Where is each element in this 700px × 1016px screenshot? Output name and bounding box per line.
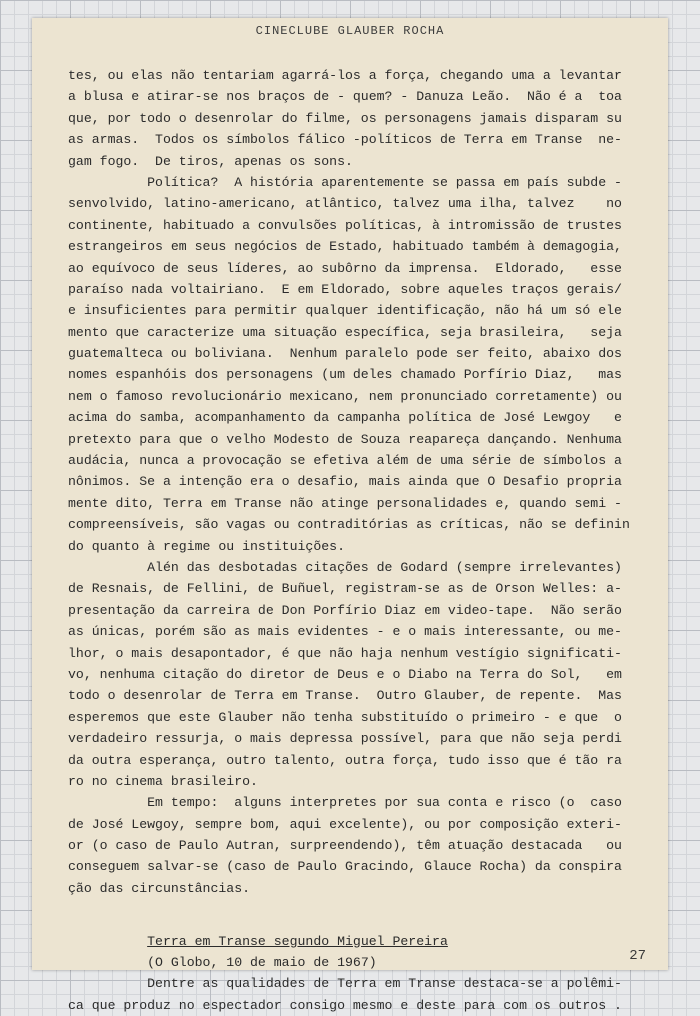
text-line: ro no cinema brasileiro. (68, 773, 258, 789)
text-line: do quanto à regime ou instituições. (68, 538, 345, 554)
text-line: compreensíveis, são vagas ou contraditórias as críticas, não se definin (68, 517, 630, 533)
text-line: paraíso nada voltairiano. E em Eldorado, sobre aqueles traços gerais/ (68, 281, 622, 297)
text-line: estrangeiros em seus negócios de Estado, habituado também à demagogia, (68, 239, 622, 255)
text-line: lhor, o mais desapontador, é que não haja nenhum vestígio significati- (68, 645, 622, 661)
text-line: senvolvido, latino-americano, atlântico, talvez uma ilha, talvez no (68, 196, 622, 212)
citation-source: (O Globo, 10 de maio de 1967) (147, 955, 377, 971)
text-line: conseguem salvar-se (caso de Paulo Gracindo, Glauce Rocha) da conspira (68, 859, 622, 875)
text-line: mento que caracterize uma situação específica, seja brasileira, seja (68, 324, 622, 340)
text-line: de Resnais, de Fellini, de Buñuel, registram-se as de Orson Welles: a- (68, 581, 622, 597)
text-line: presentação da carreira de Don Porfírio Diaz em video-tape. Não serão (68, 602, 622, 618)
text-line: pretexto para que o velho Modesto de Souza reapareça dançando. Nenhuma (68, 431, 622, 447)
text-line: que, por todo o desenrolar do filme, os personagens jamais disparam su (68, 110, 622, 126)
text-line: da outra esperança, outro talento, outra força, tudo isso que é tão ra (68, 752, 622, 768)
document-body (68, 65, 640, 1016)
text-line: audácia, nunca a provocação se efetiva além de uma série de símbolos a (68, 453, 622, 469)
text-line: e insuficientes para permitir qualquer identificação, não há um só ele (68, 303, 622, 319)
text-line: as únicas, porém são as mais evidentes - e o mais interessante, ou me- (68, 624, 622, 640)
citation-title-line (68, 931, 640, 952)
text-line: verdadeiro ressurja, o mais depressa possível, para que não seja perdi (68, 731, 622, 747)
text-line: esperemos que este Glauber não tenha substituído o primeiro - e que o (68, 709, 622, 725)
text-line: Em tempo: alguns interpretes por sua conta e risco (o caso (68, 795, 622, 811)
document-page (32, 18, 668, 1013)
text-line: or (o caso de Paulo Autran, surpreendendo), têm atuação destacada ou (68, 838, 622, 854)
text-line: as armas. Todos os símbolos fálico -políticos de Terra em Transe ne- (68, 132, 622, 148)
text-line: a blusa e atirar-se nos braços de - quem? - Danuza Leão. Não é a toa (68, 89, 622, 105)
text-line: Política? A história aparentemente se passa em país subde - (68, 174, 622, 190)
page-number: 27 (629, 948, 646, 964)
citation-title: Terra em Transe segundo Miguel Pereira (147, 933, 448, 949)
text-line: ao equívoco de seus líderes, ao subôrno da imprensa. Eldorado, esse (68, 260, 622, 276)
text-line: mente dito, Terra em Transe não atinge personalidades e, quando semi - (68, 495, 622, 511)
text-line: tes, ou elas não tentariam agarrá-los a força, chegando uma a levantar (68, 68, 622, 83)
blank-line (68, 921, 640, 931)
blank-line (68, 899, 640, 920)
page-header: CINECLUBE GLAUBER ROCHA (255, 24, 445, 38)
text-line: acima do samba, acompanhamento da campanha política de José Lewgoy e (68, 410, 622, 426)
text-line: ção das circunstâncias. (68, 880, 251, 896)
text-line: continente, habituado a convulsões políticas, à intromissão de trustes (68, 217, 622, 233)
text-line: nem o famoso revolucionário mexicano, nem pronunciado corretamente) ou (68, 388, 622, 404)
text-line: Alén das desbotadas citações de Godard (sempre irrelevantes) (68, 559, 622, 575)
text-line: todo o desenrolar de Terra em Transe. Outro Glauber, de repente. Mas (68, 688, 622, 704)
text-line: nônimos. Se a intenção era o desafio, mais ainda que O Desafio propria (68, 474, 622, 490)
text-line: guatemalteca ou boliviana. Nenhum paralelo pode ser feito, abaixo dos (68, 346, 622, 362)
text-line: vo, nenhuma citação do diretor de Deus e o Diabo na Terra do Sol, em (68, 666, 622, 682)
text-line: de José Lewgoy, sempre bom, aqui excelente), ou por composição exteri- (68, 816, 622, 832)
text-line: nomes espanhóis dos personagens (um deles chamado Porfírio Diaz, mas (68, 367, 622, 383)
text-line: gam fogo. De tiros, apenas os sons. (68, 153, 353, 169)
text-line: Dentre as qualidades de Terra em Transe destaca-se a polêmi- (68, 976, 622, 992)
citation-source-line (68, 952, 640, 973)
text-line: ca que produz no espectador consigo mesmo e deste para com os outros . (68, 997, 622, 1013)
